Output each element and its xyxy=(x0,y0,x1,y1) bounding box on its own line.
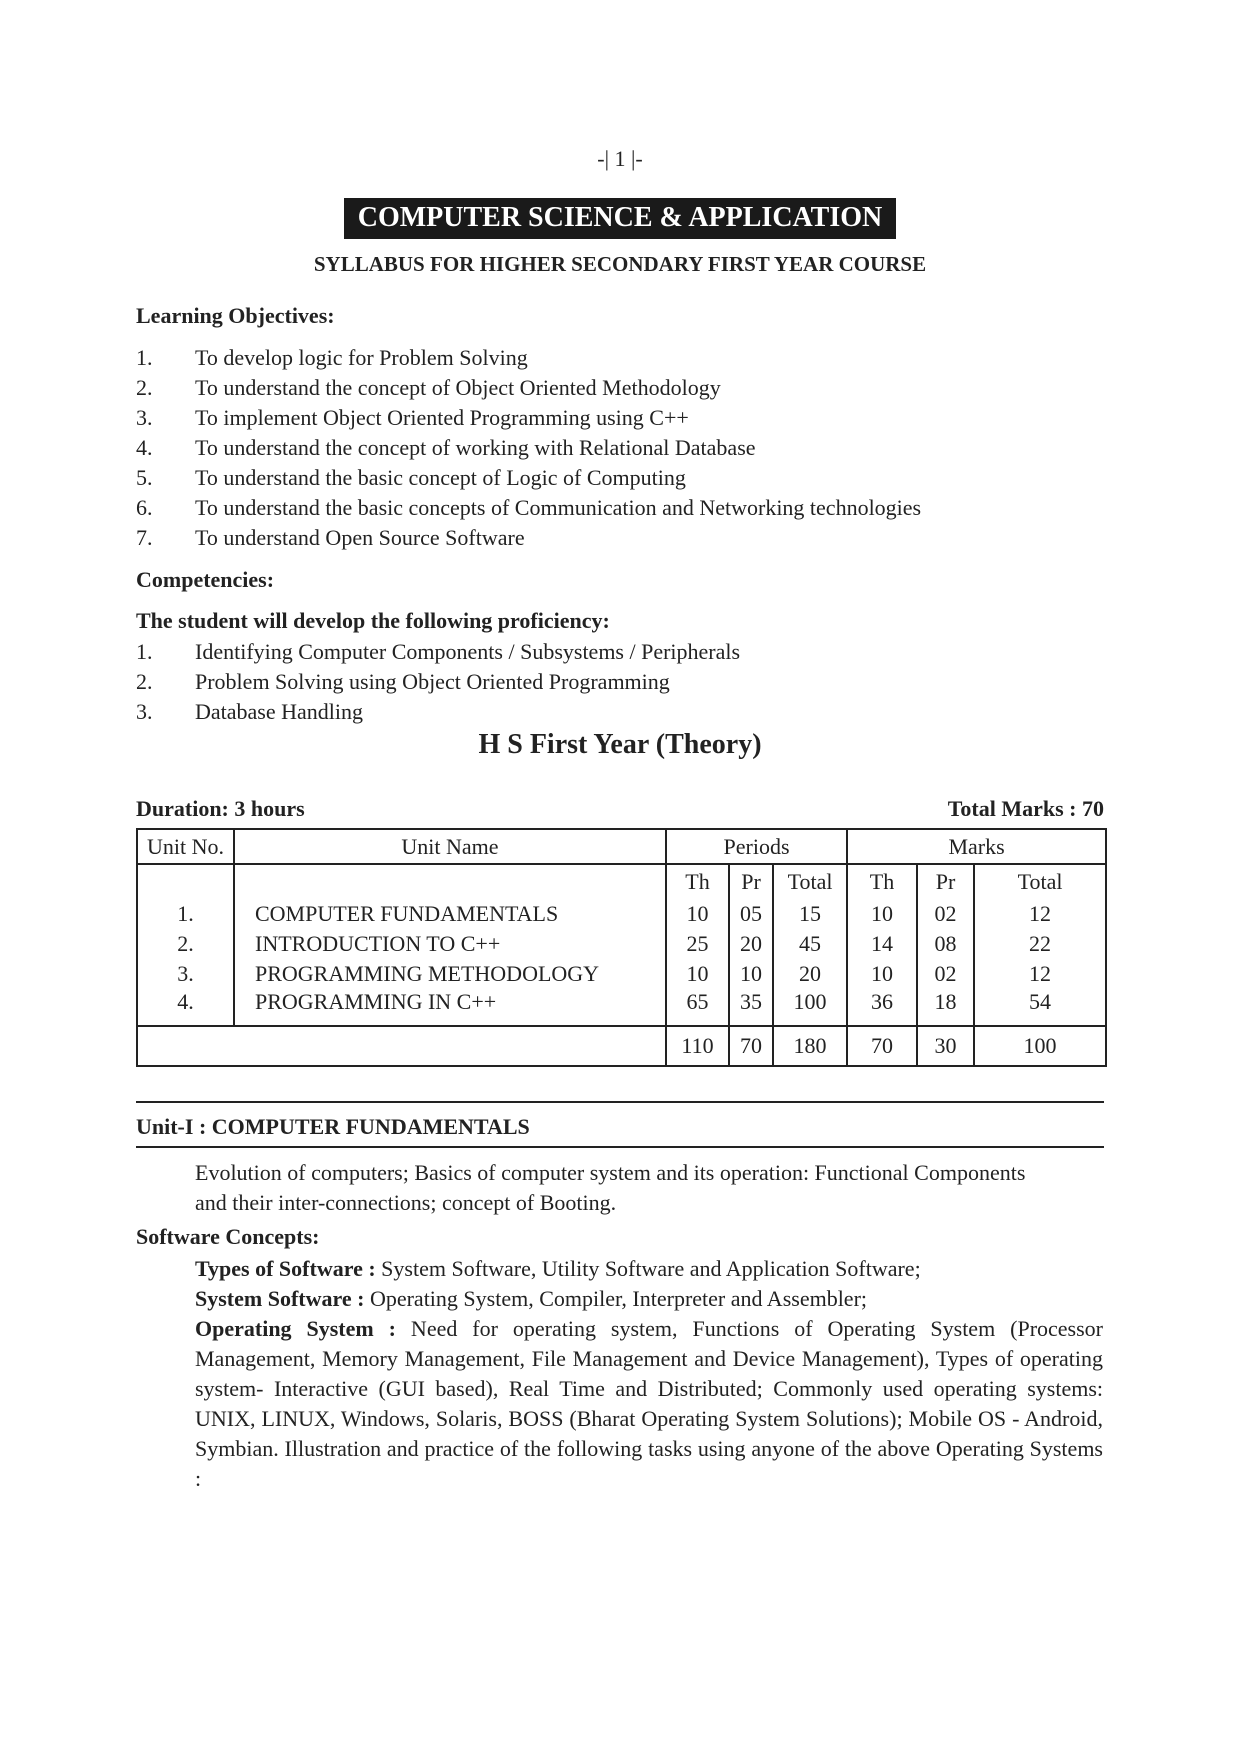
cell-marks-pr: 02 xyxy=(917,899,974,929)
table-row xyxy=(137,989,1106,1026)
item-number: 7. xyxy=(136,525,153,550)
duration-label: Duration: 3 hours xyxy=(136,796,305,821)
subheader-marks-total: Total xyxy=(974,864,1106,899)
total-periods-total: 180 xyxy=(773,1026,847,1066)
system-software-line xyxy=(195,1284,1105,1314)
subheader-periods-pr: Pr xyxy=(729,864,773,899)
subheader-periods-total: Total xyxy=(773,864,847,899)
table-row xyxy=(137,959,1106,989)
competencies-section xyxy=(136,567,1104,593)
item-number: 5. xyxy=(136,465,153,490)
intro-line-2: and their inter-connections; concept of Booting. xyxy=(195,1190,617,1215)
total-periods-th: 110 xyxy=(666,1026,729,1066)
item-number: 2. xyxy=(136,669,153,694)
item-text: To implement Object Oriented Programming using C++ xyxy=(195,405,689,430)
learning-objectives-section xyxy=(136,303,1104,329)
subheader-blank xyxy=(137,864,234,899)
software-concepts-heading: Software Concepts: xyxy=(136,1224,320,1249)
competencies-subheading: The student will develop the following proficiency: xyxy=(136,608,610,633)
cell-unit-no: 1. xyxy=(137,899,234,929)
total-marks-th: 70 xyxy=(847,1026,917,1066)
subheader-blank xyxy=(234,864,666,899)
competencies-subheading-wrap xyxy=(136,608,1104,634)
software-types-line xyxy=(195,1254,1105,1284)
list-item xyxy=(136,493,1104,523)
cell-periods-total: 100 xyxy=(773,989,847,1026)
divider-top xyxy=(136,1101,1104,1103)
learning-objectives-list xyxy=(136,343,1104,553)
cell-periods-th: 25 xyxy=(666,929,729,959)
cell-marks-total: 12 xyxy=(974,899,1106,929)
cell-marks-total: 12 xyxy=(974,959,1106,989)
list-item xyxy=(136,343,1104,373)
cell-periods-pr: 20 xyxy=(729,929,773,959)
unit-1-heading: Unit-I : COMPUTER FUNDAMENTALS xyxy=(136,1114,530,1139)
item-text: Database Handling xyxy=(195,699,363,724)
item-text: To understand the concept of working with Relational Database xyxy=(195,435,756,460)
learning-objectives-heading: Learning Objectives: xyxy=(136,303,335,328)
competencies-container xyxy=(136,637,1104,727)
page-number: -| 1 |- xyxy=(597,146,643,171)
item-number: 4. xyxy=(136,435,153,460)
cell-periods-total: 45 xyxy=(773,929,847,959)
list-item xyxy=(136,697,1104,727)
cell-periods-total: 15 xyxy=(773,899,847,929)
cell-marks-total: 54 xyxy=(974,989,1106,1026)
subheader-periods-th: Th xyxy=(666,864,729,899)
item-text: To develop logic for Problem Solving xyxy=(195,345,528,370)
unit-1-intro xyxy=(195,1158,1105,1218)
competencies-list xyxy=(136,637,1104,727)
list-item xyxy=(136,463,1104,493)
cell-periods-pr: 05 xyxy=(729,899,773,929)
system-software-label: System Software : xyxy=(195,1286,365,1311)
cell-periods-pr: 35 xyxy=(729,989,773,1026)
cell-periods-total: 20 xyxy=(773,959,847,989)
list-item xyxy=(136,523,1104,553)
page-subtitle: SYLLABUS FOR HIGHER SECONDARY FIRST YEAR COURSE xyxy=(313,252,927,276)
total-marks-pr: 30 xyxy=(917,1026,974,1066)
total-marks-total: 100 xyxy=(974,1026,1106,1066)
item-number: 2. xyxy=(136,375,153,400)
cell-marks-pr: 08 xyxy=(917,929,974,959)
header-unit-no: Unit No. xyxy=(137,829,234,864)
item-number: 1. xyxy=(136,639,153,664)
item-text: To understand the concept of Object Oriented Methodology xyxy=(195,375,721,400)
table-subheader-row xyxy=(137,864,1106,899)
cell-marks-th: 10 xyxy=(871,961,894,986)
cell-periods-th: 65 xyxy=(666,989,729,1026)
competencies-heading: Competencies: xyxy=(136,567,275,592)
cell-periods-th: 10 xyxy=(666,959,729,989)
cell-unit-name: PROGRAMMING IN C++ xyxy=(234,989,666,1026)
types-of-software-text: System Software, Utility Software and Application Software; xyxy=(375,1256,921,1281)
total-periods-pr: 70 xyxy=(729,1026,773,1066)
cell-marks-th: 10 xyxy=(871,901,894,926)
subheader-marks-pr: Pr xyxy=(917,864,974,899)
cell-periods-th: 10 xyxy=(666,899,729,929)
cell-unit-no: 3. xyxy=(137,959,234,989)
cell-marks-th: 14 xyxy=(871,931,894,956)
list-item xyxy=(136,433,1104,463)
cell-periods-pr: 10 xyxy=(729,959,773,989)
theory-title: H S First Year (Theory) xyxy=(478,729,762,760)
total-marks-label: Total Marks : 70 xyxy=(947,796,1104,821)
cell-unit-name: INTRODUCTION TO C++ xyxy=(234,929,666,959)
cell-unit-no: 2. xyxy=(137,929,234,959)
table-row xyxy=(137,899,1106,929)
table-totals-row xyxy=(137,1026,1106,1066)
item-number: 1. xyxy=(136,345,153,370)
header-unit-name: Unit Name xyxy=(234,829,666,864)
page-title: COMPUTER SCIENCE & APPLICATION xyxy=(344,198,897,239)
operating-system-paragraph xyxy=(195,1314,1103,1494)
subheader-marks-th: Th xyxy=(869,869,895,894)
header-marks: Marks xyxy=(847,829,1106,864)
table-header-row xyxy=(137,829,1106,864)
system-software-text: Operating System, Compiler, Interpreter and Assembler; xyxy=(364,1286,868,1311)
cell-unit-name: COMPUTER FUNDAMENTALS xyxy=(234,899,666,929)
cell-marks-th: 36 xyxy=(847,989,917,1026)
duration-row xyxy=(136,796,1104,822)
cell-marks-pr: 02 xyxy=(917,959,974,989)
item-text: To understand Open Source Software xyxy=(195,525,525,550)
title-banner xyxy=(0,198,1240,239)
divider-bottom xyxy=(136,1146,1104,1148)
operating-system-label: Operating System : xyxy=(195,1316,396,1341)
list-item xyxy=(136,637,1104,667)
header-periods: Periods xyxy=(666,829,847,864)
cell-marks-total: 22 xyxy=(974,929,1106,959)
item-text: Problem Solving using Object Oriented Programming xyxy=(195,669,670,694)
list-item xyxy=(136,403,1104,433)
cell-unit-no: 4. xyxy=(137,989,234,1026)
item-number: 3. xyxy=(136,405,153,430)
item-text: To understand the basic concept of Logic of Computing xyxy=(195,465,686,490)
cell-unit-name: PROGRAMMING METHODOLOGY xyxy=(234,959,666,989)
item-text: To understand the basic concepts of Communication and Networking technologies xyxy=(195,495,922,520)
item-number: 3. xyxy=(136,699,153,724)
cell-marks-pr: 18 xyxy=(917,989,974,1026)
list-item xyxy=(136,373,1104,403)
totals-blank xyxy=(137,1026,666,1066)
learning-objectives-container xyxy=(136,343,1104,553)
table-row xyxy=(137,929,1106,959)
list-item xyxy=(136,667,1104,697)
intro-line-1: Evolution of computers; Basics of computer system and its operation: Functional Components xyxy=(195,1160,1026,1185)
types-of-software-label: Types of Software : xyxy=(195,1256,376,1281)
item-number: 6. xyxy=(136,495,153,520)
item-text: Identifying Computer Components / Subsystems / Peripherals xyxy=(195,639,741,664)
marks-distribution-table xyxy=(136,828,1107,1067)
operating-system-text: Need for operating system, Functions of Operating System (Processor Management, Memory Management, File Management and Device Management), Types of operating system- Interactive (GUI based), Real Time and Distributed; Commonly used operating systems: UNIX, LINUX, Windows, Solaris, BOSS (Bharat Operating System Solutions); Mobile OS - Android, Symbian. Illustration and practice of the following tasks using anyone of the above Operating Systems : xyxy=(195,1316,1103,1491)
